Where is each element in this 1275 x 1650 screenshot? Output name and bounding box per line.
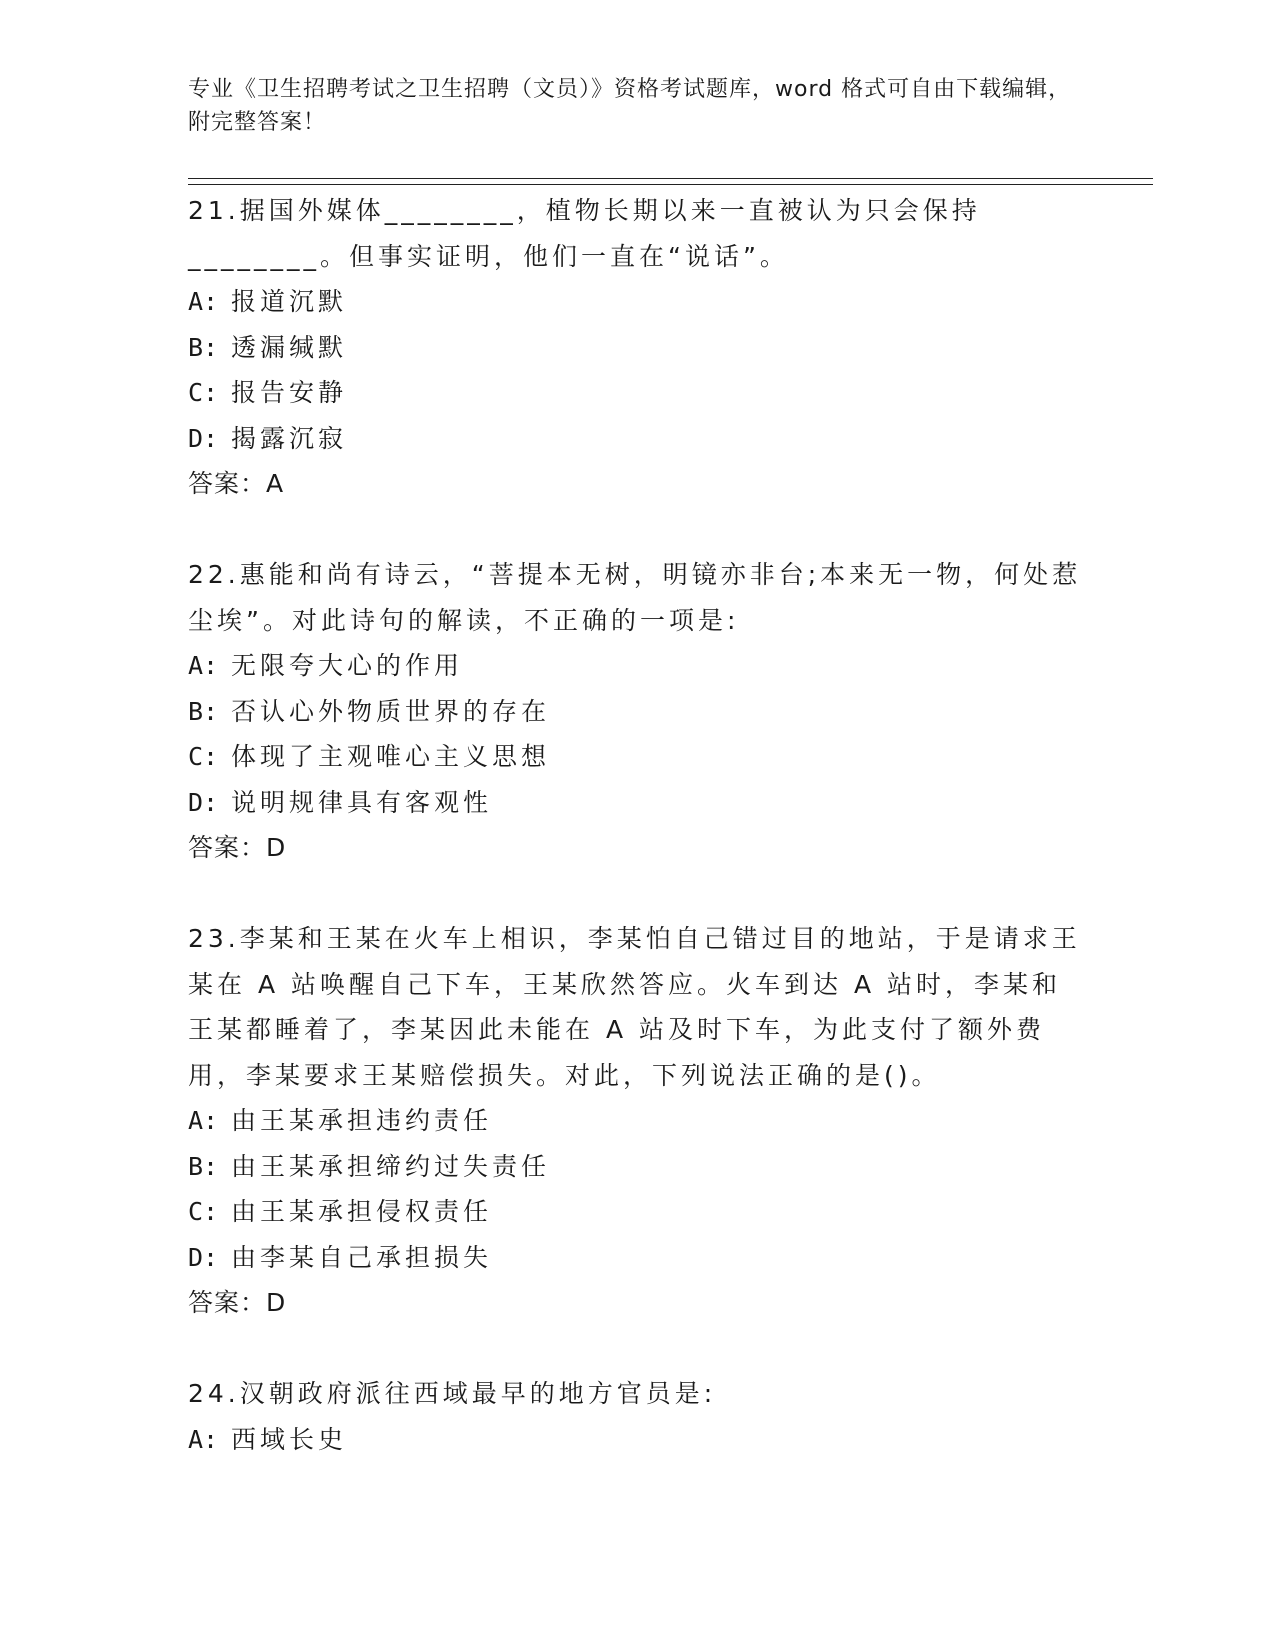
option-text: 揭露沉寂: [231, 423, 348, 453]
question-22: [188, 552, 1088, 871]
option-d: [188, 1235, 1088, 1281]
question-23: [188, 916, 1088, 1326]
option-b: [188, 325, 1088, 371]
option-a: [188, 1417, 1088, 1463]
option-text: 无限夸大心的作用: [231, 651, 464, 680]
option-a: [188, 1098, 1088, 1144]
option-list: [188, 643, 1088, 825]
question-stem: 23.李某和王某在火车上相识，李某怕自己错过目的地站，于是请求王某在 A 站唤醒自己下车，王某欣然答应。火车到达 A 站时，李某和王某都睡着了，李某因此未能在 A 站及时下车，为此支付了额外费用，李某要求王某赔偿损失。对此，下列说法正确的是()。: [188, 924, 1081, 1090]
question-stem: 21.据国外媒体________，植物长期以来一直被认为只会保持________。但事实证明，他们一直在“说话”。: [188, 196, 981, 271]
option-list: [188, 1098, 1088, 1280]
answer-line: [188, 461, 1088, 507]
option-b: [188, 689, 1088, 735]
option-key: C:: [188, 1197, 219, 1226]
option-key: C:: [188, 742, 219, 771]
question-21: [188, 188, 1088, 507]
option-list: [188, 279, 1088, 461]
option-key: D:: [188, 1242, 219, 1272]
option-text: 体现了主观唯心主义思想: [231, 742, 551, 771]
header-divider-bottom: [188, 184, 1153, 185]
option-key: A:: [188, 287, 219, 316]
option-key: A:: [188, 1424, 219, 1454]
option-list: [188, 1417, 1088, 1463]
option-c: [188, 370, 1088, 416]
option-text: 由王某承担违约责任: [231, 1106, 493, 1135]
question-stem: 24.汉朝政府派往西域最早的地方官员是:: [188, 1379, 717, 1408]
option-a: [188, 279, 1088, 325]
option-text: 报道沉默: [231, 287, 348, 316]
option-b: [188, 1144, 1088, 1190]
option-key: A:: [188, 1106, 219, 1135]
header-divider-top: [188, 178, 1153, 179]
option-key: A:: [188, 651, 219, 680]
option-key: B:: [188, 696, 219, 726]
option-text: 说明规律具有客观性: [231, 787, 493, 817]
option-text: 由王某承担缔约过失责任: [231, 1151, 551, 1181]
question-24: [188, 1371, 1088, 1462]
option-d: [188, 780, 1088, 826]
option-key: D:: [188, 423, 219, 453]
option-d: [188, 416, 1088, 462]
option-text: 由王某承担侵权责任: [231, 1197, 493, 1226]
option-text: 由李某自己承担损失: [231, 1242, 493, 1272]
answer-label: 答案：: [188, 833, 267, 862]
option-a: [188, 643, 1088, 689]
option-key: B:: [188, 1151, 219, 1181]
option-key: B:: [188, 332, 219, 362]
option-text: 否认心外物质世界的存在: [231, 696, 551, 726]
answer-value: D: [266, 833, 287, 862]
answer-value: D: [266, 1288, 287, 1317]
answer-label: 答案：: [188, 469, 267, 498]
answer-label: 答案：: [188, 1288, 267, 1317]
answer-line: [188, 1280, 1088, 1326]
option-text: 透漏缄默: [231, 332, 348, 362]
answer-line: [188, 825, 1088, 871]
option-text: 西域长史: [231, 1424, 348, 1454]
option-text: 报告安静: [231, 378, 348, 407]
option-c: [188, 734, 1088, 780]
option-key: D:: [188, 787, 219, 817]
document-header: 专业《卫生招聘考试之卫生招聘（文员）》资格考试题库，word 格式可自由下载编辑，附完整答案！: [188, 77, 1072, 135]
answer-value: A: [266, 469, 285, 498]
option-c: [188, 1189, 1088, 1235]
question-stem: 22.惠能和尚有诗云，“菩提本无树，明镜亦非台;本来无一物，何处惹尘埃”。对此诗句的解读，不正确的一项是:: [188, 560, 1082, 635]
option-key: C:: [188, 378, 219, 407]
